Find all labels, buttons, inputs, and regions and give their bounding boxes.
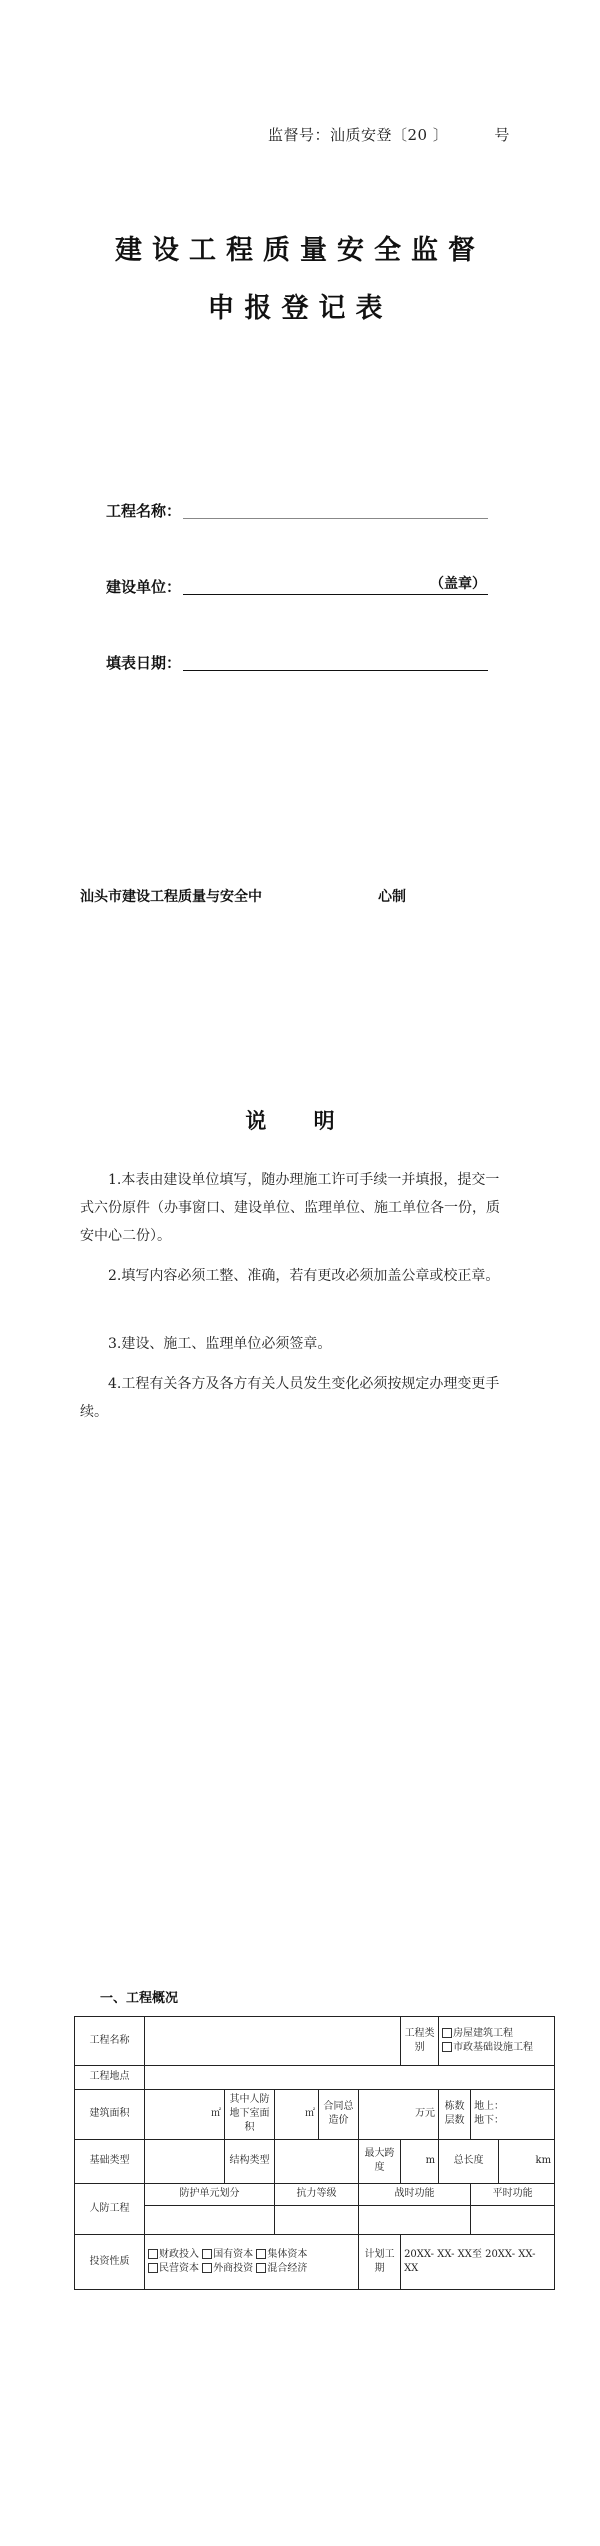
category-municipal-label: 市政基础设施工程 (453, 2041, 534, 2053)
inv-option-mixed[interactable] (256, 2263, 307, 2274)
floors-cell: 栋数层数 (439, 2089, 471, 2139)
price-unit: 万元 (415, 2108, 436, 2120)
supervision-number (268, 124, 510, 145)
above-ground-label: 地上： (474, 2101, 505, 2113)
note-item-4: 4.工程有关各方及各方有关人员发生变化必须按规定办理变更手续。 (80, 1376, 500, 1420)
total-length-cell: 总长度 (439, 2139, 499, 2183)
inv-option-label: 集体资本 (267, 2248, 308, 2260)
location-cell: 工程地点 (75, 2065, 145, 2089)
contract-price-value[interactable] (359, 2089, 439, 2139)
length-unit: km (535, 2155, 552, 2167)
area-unit: ㎡ (305, 2108, 315, 2120)
protection-division-cell: 防护单元划分 (145, 2183, 275, 2205)
investment-options (145, 2234, 359, 2289)
checkbox-icon (148, 2249, 158, 2259)
note-item-1: 1.本表由建设单位填写，随办理施工许可手续一并填报，提交一式六份原件（办事窗口、建设单位、监理单位、施工单位各一份，质安中心二份）。 (80, 1172, 500, 1244)
overview-table (74, 2016, 555, 2290)
wartime-function-value[interactable] (359, 2205, 471, 2234)
peacetime-function-value[interactable] (471, 2205, 555, 2234)
checkbox-icon (202, 2263, 212, 2273)
checkbox-icon (256, 2249, 266, 2259)
checkbox-icon (442, 2028, 452, 2038)
project-name-field[interactable] (183, 500, 488, 519)
fill-date-field[interactable] (183, 652, 488, 671)
checkbox-icon (148, 2263, 158, 2273)
checkbox-icon (442, 2042, 452, 2052)
note-item-3: 3.建设、施工、监理单位必须签章。 (108, 1336, 332, 1352)
building-area-value[interactable] (145, 2089, 225, 2139)
structure-value[interactable] (275, 2139, 359, 2183)
category-municipal-option[interactable] (442, 2041, 551, 2055)
location-value[interactable] (145, 2065, 555, 2089)
note-item-2: 2.填写内容必须工整、准确，若有更改必须加盖公章或校正章。 (108, 1268, 500, 1284)
inv-option-private[interactable] (148, 2263, 199, 2274)
page-subtitle: 申报登记表 (207, 293, 393, 324)
inv-option-label: 国有资本 (213, 2248, 254, 2260)
issuer-made: 心制 (378, 889, 406, 905)
civil-defense-area-value[interactable] (275, 2089, 319, 2139)
resistance-grade-cell: 抗力等级 (275, 2183, 359, 2205)
inv-option-state[interactable] (202, 2249, 253, 2260)
inv-option-label: 民营资本 (159, 2262, 199, 2274)
project-category-options (439, 2017, 555, 2066)
area-unit: ㎡ (211, 2108, 221, 2120)
wartime-function-cell: 战时功能 (359, 2183, 471, 2205)
inv-option-label: 财政投入 (159, 2248, 199, 2260)
contract-price-cell: 合同总造价 (319, 2089, 359, 2139)
project-name-cell: 工程名称 (75, 2017, 145, 2066)
total-length-value[interactable] (499, 2139, 555, 2183)
structure-cell: 结构类型 (225, 2139, 275, 2183)
section-title: 一、工程概况 (100, 1991, 179, 2006)
checkbox-icon (256, 2263, 266, 2273)
supervision-suffix: 号 (494, 126, 510, 144)
protection-division-value[interactable] (145, 2205, 275, 2234)
fill-date-label: 填表日期： (106, 654, 182, 672)
inv-option-label: 混合经济 (267, 2262, 308, 2274)
building-area-cell: 建筑面积 (75, 2089, 145, 2139)
max-span-value[interactable] (401, 2139, 439, 2183)
investment-nature-cell: 投资性质 (75, 2234, 145, 2289)
supervision-prefix: 监督号：汕质安登〔20 (268, 126, 433, 144)
checkbox-icon (202, 2249, 212, 2259)
peacetime-function-cell: 平时功能 (471, 2183, 555, 2205)
civil-defense-cell: 人防工程 (75, 2183, 145, 2234)
civil-defense-area-cell: 其中人防地下室面积 (225, 2089, 275, 2139)
below-ground-label: 地下： (474, 2115, 505, 2127)
project-name-value[interactable] (145, 2017, 401, 2066)
category-building-label: 房屋建筑工程 (453, 2027, 514, 2039)
inv-option-label: 外商投资 (213, 2262, 254, 2274)
span-unit: m (425, 2155, 436, 2167)
inv-option-fiscal[interactable] (148, 2249, 199, 2260)
category-building-option[interactable] (442, 2027, 551, 2041)
resistance-grade-value[interactable] (275, 2205, 359, 2234)
seal-note: （盖章） (430, 576, 486, 592)
project-category-cell: 工程类别 (401, 2017, 439, 2066)
construction-unit-field[interactable] (183, 576, 488, 595)
notes-title: 说 明 (245, 1108, 355, 1133)
inv-option-collective[interactable] (256, 2249, 307, 2260)
max-span-cell: 最大跨度 (359, 2139, 401, 2183)
construction-unit-label: 建设单位： (106, 578, 182, 596)
issuer-name: 汕头市建设工程质量与安全中 (80, 889, 262, 905)
project-name-label: 工程名称： (106, 502, 182, 520)
foundation-cell: 基础类型 (75, 2139, 145, 2183)
foundation-value[interactable] (145, 2139, 225, 2183)
page-title: 建设工程质量安全监督 (115, 235, 485, 266)
planned-period-value[interactable]: 20XX- XX- XX至 20XX- XX- XX (401, 2234, 555, 2289)
planned-period-cell: 计划工期 (359, 2234, 401, 2289)
inv-option-foreign[interactable] (202, 2263, 253, 2274)
supervision-bracket: 〕 (432, 126, 449, 144)
floors-value[interactable] (471, 2089, 555, 2139)
